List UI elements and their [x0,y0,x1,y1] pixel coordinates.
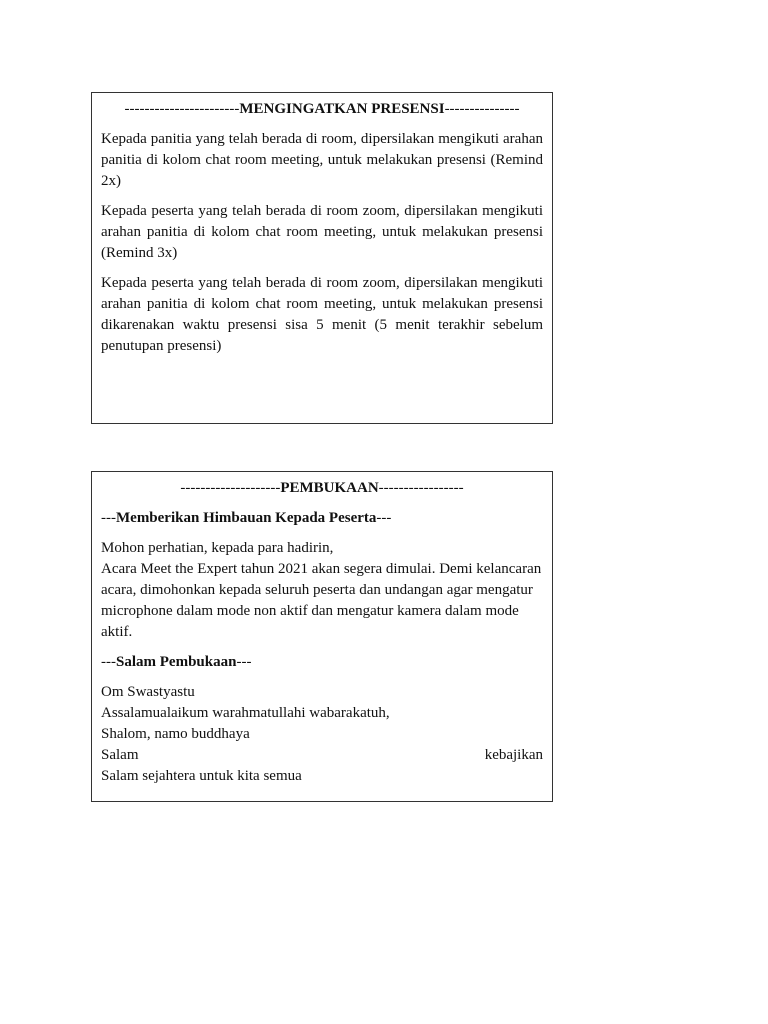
greeting-split-left: Salam [101,747,139,763]
appeal-line-instructions: Acara Meet the Expert tahun 2021 akan segera dimulai. Demi kelancaran acara, dimohonkan kepada seluruh peserta dan undangan agar mengatur microphone dalam mode non aktif dan mengatur kamera dalam mode aktif. [101,561,542,640]
appeal-subheading-prefix: --- [101,510,116,526]
opening-heading-prefix: -------------------- [180,480,281,496]
greeting-line: Om Swastyastu [101,684,195,700]
greeting-subheading-title: Salam Pembukaan [116,654,237,670]
greeting-line: Shalom, namo buddhaya [101,726,250,742]
appeal-text [101,538,543,643]
appeal-subheading-suffix: --- [376,510,392,526]
appeal-subheading-title: Memberikan Himbauan Kepada Peserta [116,510,377,526]
opening-heading-title: PEMBUKAAN [280,480,379,496]
reminder-heading [101,99,543,120]
greeting-subheading-prefix: --- [101,654,116,670]
greeting-line-split [101,745,543,766]
reminder-heading-title: MENGINGATKAN PRESENSI [239,101,445,117]
opening-heading-suffix: ----------------- [378,480,464,496]
opening-heading [101,478,543,499]
reminder-heading-prefix: ----------------------- [124,101,240,117]
greeting-split-right: kebajikan [484,747,543,763]
reminder-heading-suffix: --------------- [444,101,520,117]
reminder-paragraph-participants: Kepada peserta yang telah berada di room zoom, dipersilakan mengikuti arahan panitia di kolom chat room meeting, untuk melakukan presensi (Remind 3x) [101,203,543,261]
greeting-subheading-suffix: --- [236,654,252,670]
greeting-list [101,682,543,787]
greeting-line: Assalamualaikum warahmatullahi wabarakatuh, [101,705,390,721]
appeal-subheading [101,508,543,529]
reminder-paragraph-committee: Kepada panitia yang telah berada di room, dipersilakan mengikuti arahan panitia di kolom chat room meeting, untuk melakukan presensi (Remind 2x) [101,131,543,189]
reminder-paragraph-final: Kepada peserta yang telah berada di room zoom, dipersilakan mengikuti arahan panitia di kolom chat room meeting, untuk melakukan presensi dikarenakan waktu presensi sisa 5 menit (5 menit terakhir sebelum penutupan presensi) [101,275,543,354]
greeting-subheading [101,652,543,673]
opening-box [91,471,553,802]
greeting-line-last: Salam sejahtera untuk kita semua [101,768,302,784]
reminder-attendance-box [91,92,553,424]
appeal-line-attention: Mohon perhatian, kepada para hadirin, [101,540,334,556]
